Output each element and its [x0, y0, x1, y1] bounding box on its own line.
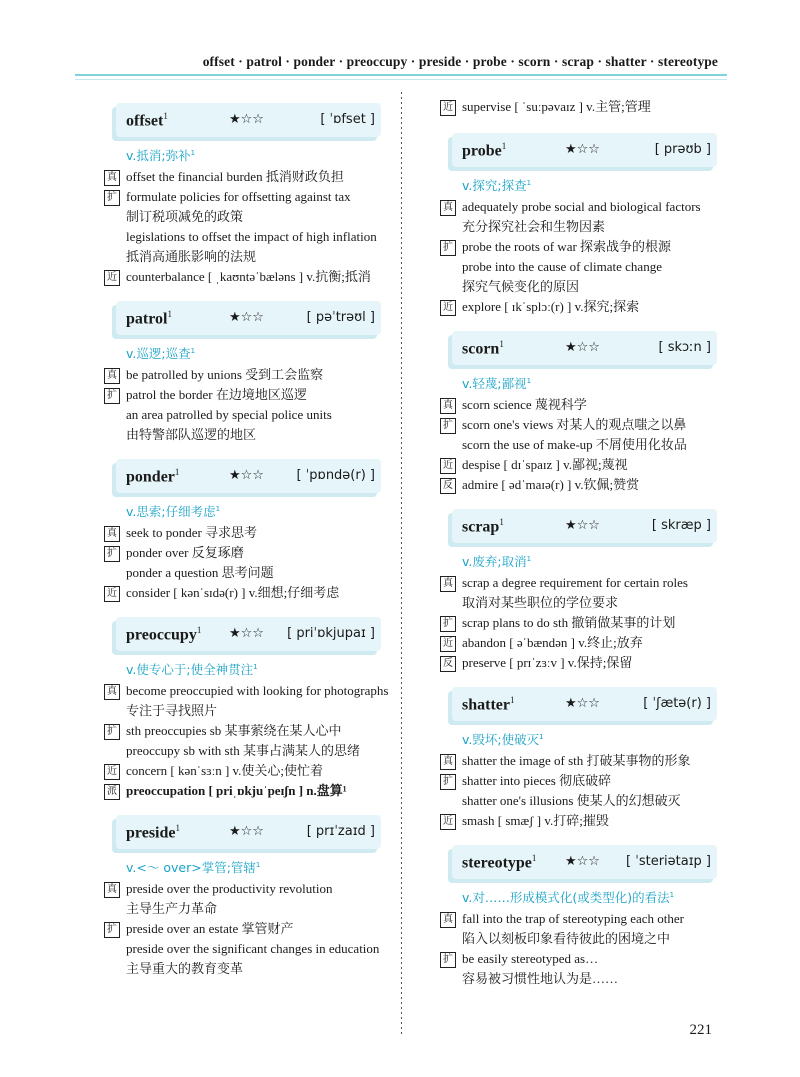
- row-text: supervise [ ˈsuːpəvaɪz ] v.主管;管理: [462, 99, 651, 114]
- pos-sup: 1: [539, 732, 544, 741]
- headword-text: probe: [462, 142, 502, 160]
- row-text: 充分探究社会和生物因素: [462, 219, 606, 234]
- row-text: preside over the significant changes in education: [126, 941, 380, 956]
- phonetic: [ ˈsteriətaɪp ]: [626, 854, 711, 869]
- headword-sup: 1: [499, 339, 504, 349]
- tag-badge: 扩: [104, 724, 120, 740]
- entry-scorn: [440, 331, 725, 495]
- part-of-speech: [462, 176, 725, 194]
- row-text: despise [ dɪˈspaɪz ] v.鄙视;蔑视: [462, 457, 628, 472]
- pos-sup: 1: [526, 554, 532, 563]
- entry-ponder: [104, 459, 389, 603]
- headword-text: scorn: [462, 340, 500, 358]
- entry-row: [440, 791, 725, 811]
- entry-row: [440, 257, 725, 277]
- row-text: sth preoccupies sb 某事萦绕在某人心中: [126, 723, 342, 738]
- tag-badge: 真: [440, 754, 456, 770]
- entry-row: [440, 751, 725, 771]
- row-text: fall into the trap of stereotyping each other: [462, 911, 685, 926]
- entry-row: [440, 217, 725, 237]
- entry-patrol: [104, 301, 389, 445]
- entry-row: [104, 365, 389, 385]
- pos-sup: 1: [669, 890, 675, 899]
- headword-sup: 1: [499, 517, 504, 527]
- phonetic: [ priˈɒkjupaɪ ]: [287, 626, 375, 641]
- tag-badge: 近: [440, 458, 456, 474]
- entry-row: [440, 415, 725, 435]
- row-text: preserve [ prɪˈzɜːv ] v.保持;保留: [462, 655, 633, 670]
- tag-badge: 真: [104, 170, 120, 186]
- row-text: preoccupation [ priˌɒkjuˈpeɪʃn ] n.盘算¹: [126, 783, 347, 798]
- header-rule: [75, 74, 727, 76]
- entry-offset: [104, 103, 389, 287]
- row-text: seek to ponder 寻求思考: [126, 525, 258, 540]
- tag-badge: 反: [440, 478, 456, 494]
- headword-sup: 1: [163, 111, 168, 121]
- phonetic: [ pəˈtrəʊl ]: [306, 310, 375, 325]
- entry-row: [104, 167, 389, 187]
- tag-badge: 近: [440, 814, 456, 830]
- row-text: 容易被习惯性地认为是……: [462, 971, 619, 986]
- entry-row: [440, 435, 725, 455]
- phonetic: [ prəʊb ]: [654, 142, 711, 157]
- pos-text: v.对……形成模式化(或类型化)的看法: [462, 890, 670, 905]
- headword-box: [452, 509, 717, 543]
- entry-row: [104, 187, 389, 207]
- headword-text: scrap: [462, 518, 500, 536]
- entry-row: [440, 969, 725, 989]
- entry-row: [104, 385, 389, 405]
- entry-row: [104, 899, 389, 919]
- tag-badge: 真: [440, 398, 456, 414]
- row-text: probe the roots of war 探索战争的根源: [462, 239, 672, 254]
- entry-row: [104, 583, 389, 603]
- entry-row: [104, 781, 389, 801]
- headword-box: [452, 133, 717, 167]
- entry-row: [440, 613, 725, 633]
- row-text: admire [ ədˈmaɪə(r) ] v.钦佩;赞赏: [462, 477, 640, 492]
- page-number: 221: [689, 1022, 712, 1038]
- headword-box: [116, 617, 381, 651]
- row-text: smash [ smæʃ ] v.打碎;摧毁: [462, 813, 609, 828]
- row-text: 制订税项减免的政策: [126, 209, 244, 224]
- entry-row: [440, 573, 725, 593]
- headword: [462, 853, 536, 872]
- rating-stars: ★☆☆: [565, 854, 600, 869]
- entry-row: [440, 653, 725, 673]
- row-text: shatter the image of sth 打破某事物的形象: [462, 753, 691, 768]
- row-text: 陷入以刻板印象看待彼此的困境之中: [462, 931, 671, 946]
- tag-badge: 真: [440, 912, 456, 928]
- row-text: 主导生产力革命: [126, 901, 218, 916]
- entry-row: [440, 771, 725, 791]
- row-text: concern [ kənˈsɜːn ] v.使关心;使忙着: [126, 763, 324, 778]
- entry-row: [440, 237, 725, 257]
- headword-text: stereotype: [462, 854, 532, 872]
- entry-row: [104, 721, 389, 741]
- row-text: offset the financial burden 抵消财政负担: [126, 169, 344, 184]
- headword: [126, 467, 179, 486]
- pos-text: v.巡逻;巡查: [126, 346, 191, 361]
- headword-text: offset: [126, 112, 164, 130]
- row-text: be patrolled by unions 受到工会监察: [126, 367, 324, 382]
- headword-text: patrol: [126, 310, 168, 328]
- row-text: 探究气候变化的原因: [462, 279, 580, 294]
- phonetic: [ skɔːn ]: [658, 340, 711, 355]
- phonetic: [ ˈɒfset ]: [320, 112, 375, 127]
- headword-sup: 1: [174, 467, 180, 477]
- row-text: 由特警部队巡逻的地区: [126, 427, 257, 442]
- headword-text: preoccupy: [126, 626, 197, 644]
- headword-sup: 1: [531, 853, 537, 863]
- pos-text: v.废弃;取消: [462, 554, 527, 569]
- row-text: consider [ kənˈsɪdə(r) ] v.细想;仔细考虑: [126, 585, 340, 600]
- row-text: scrap plans to do sth 撤销做某事的计划: [462, 615, 676, 630]
- row-text: scorn science 蔑视科学: [462, 397, 587, 412]
- entry-row: [440, 97, 725, 117]
- pos-text: v.<～ over>掌管;管辖: [126, 860, 256, 875]
- pos-text: v.探究;探查: [462, 178, 527, 193]
- phonetic: [ skræp ]: [651, 518, 711, 533]
- entry-row: [104, 207, 389, 227]
- pos-sup: 1: [255, 860, 261, 869]
- headword-box: [452, 845, 717, 879]
- header-rule-thin: [75, 79, 727, 80]
- headword-box: [116, 301, 381, 335]
- entry-row: [104, 405, 389, 425]
- tag-badge: 近: [440, 100, 456, 116]
- entry-row: [104, 701, 389, 721]
- row-text: 主导重大的教育变革: [126, 961, 244, 976]
- entry-row: [104, 959, 389, 979]
- entry-row: [104, 681, 389, 701]
- tag-badge: 扩: [440, 240, 456, 256]
- tag-badge: 扩: [104, 388, 120, 404]
- row-text: ponder over 反复琢磨: [126, 545, 244, 560]
- row-text: patrol the border 在边境地区巡逻: [126, 387, 307, 402]
- headword-sup: 1: [175, 823, 180, 833]
- headword: [462, 695, 514, 714]
- row-text: preoccupy sb with sth 某事占满某人的思绪: [126, 743, 360, 758]
- headword-box: [452, 687, 717, 721]
- headword-box: [116, 459, 381, 493]
- entry-row: [104, 761, 389, 781]
- entry-row: [440, 909, 725, 929]
- column-divider: [401, 92, 402, 1036]
- tag-badge: 近: [440, 636, 456, 652]
- rating-stars: ★☆☆: [565, 142, 600, 157]
- pos-sup: 1: [526, 376, 532, 385]
- entry-row: [440, 395, 725, 415]
- left-column: [104, 103, 389, 993]
- row-text: shatter into pieces 彻底破碎: [462, 773, 612, 788]
- entry-row: [440, 929, 725, 949]
- entry-row: [104, 543, 389, 563]
- tag-badge: 真: [440, 576, 456, 592]
- row-text: 取消对某些职位的学位要求: [462, 595, 619, 610]
- pos-sup: 1: [253, 662, 258, 671]
- entry-probe: [440, 133, 725, 317]
- phonetic: [ ˈʃætə(r) ]: [643, 696, 711, 711]
- row-text: 专注于寻找照片: [126, 703, 218, 718]
- entry-row: [440, 455, 725, 475]
- pos-text: v.抵消;弥补: [126, 148, 191, 163]
- tag-badge: 扩: [440, 952, 456, 968]
- headword: [126, 823, 180, 842]
- entry-row: [440, 277, 725, 297]
- entry-preoccupy: [104, 617, 389, 801]
- right-column: [440, 97, 725, 1003]
- tag-badge: 真: [440, 200, 456, 216]
- phonetic: [ prɪˈzaɪd ]: [306, 824, 375, 839]
- entry-stereotype: [440, 845, 725, 989]
- row-text: preside over an estate 掌管财产: [126, 921, 294, 936]
- tag-badge: 近: [104, 586, 120, 602]
- entry-row: [104, 919, 389, 939]
- entry-scrap: [440, 509, 725, 673]
- rating-stars: ★☆☆: [229, 468, 264, 483]
- headword-sup: 1: [501, 141, 507, 151]
- pos-text: v.使专心于;使全神贯注: [126, 662, 254, 677]
- pos-text: v.轻蔑;鄙视: [462, 376, 527, 391]
- headword: [126, 625, 201, 644]
- row-text: preside over the productivity revolution: [126, 881, 333, 896]
- part-of-speech: [126, 344, 389, 362]
- part-of-speech: [126, 502, 389, 520]
- part-of-speech: [126, 146, 389, 164]
- headword-text: ponder: [126, 468, 175, 486]
- entry-row: [440, 949, 725, 969]
- entry-row: [440, 197, 725, 217]
- rating-stars: ★☆☆: [565, 518, 600, 533]
- row-text: formulate policies for offsetting against tax: [126, 189, 351, 204]
- pos-text: v.思索;仔细考虑: [126, 504, 216, 519]
- row-text: 抵消高通胀影响的法规: [126, 249, 257, 264]
- entry-preside: [104, 815, 389, 979]
- tag-badge: 近: [104, 270, 120, 286]
- pos-sup: 1: [190, 346, 196, 355]
- headword: [462, 339, 504, 358]
- headword-box: [116, 815, 381, 849]
- headword-text: preside: [126, 824, 176, 842]
- entry-row: [104, 523, 389, 543]
- tag-badge: 扩: [104, 190, 120, 206]
- row-text: an area patrolled by special police units: [126, 407, 332, 422]
- rating-stars: ★☆☆: [229, 626, 264, 641]
- part-of-speech: [126, 660, 389, 678]
- rating-stars: ★☆☆: [229, 112, 264, 127]
- row-text: be easily stereotyped as…: [462, 951, 599, 966]
- entry-row: [440, 475, 725, 495]
- row-text: scorn the use of make-up 不屑使用化妆品: [462, 437, 687, 452]
- tag-badge: 近: [104, 764, 120, 780]
- entry-row: [104, 879, 389, 899]
- row-text: probe into the cause of climate change: [462, 259, 662, 274]
- tag-badge: 近: [440, 300, 456, 316]
- headword-sup: 1: [509, 695, 515, 705]
- part-of-speech: [462, 374, 725, 392]
- row-text: counterbalance [ ˌkaʊntəˈbæləns ] v.抗衡;抵消: [126, 269, 371, 284]
- rating-stars: ★☆☆: [565, 340, 600, 355]
- part-of-speech: [126, 858, 389, 876]
- headword-sup: 1: [167, 309, 172, 319]
- row-text: adequately probe social and biological factors: [462, 199, 701, 214]
- entry-row: [440, 633, 725, 653]
- part-of-speech: [462, 888, 725, 906]
- tag-badge: 反: [440, 656, 456, 672]
- headword: [462, 517, 504, 536]
- headword-box: [452, 331, 717, 365]
- headword: [462, 141, 506, 160]
- entry-row: [104, 741, 389, 761]
- entry-row: [104, 563, 389, 583]
- tag-badge: 派: [104, 784, 120, 800]
- entry-row: [104, 267, 389, 287]
- headword: [126, 111, 168, 130]
- row-text: shatter one's illusions 使某人的幻想破灭: [462, 793, 681, 808]
- tag-badge: 扩: [440, 774, 456, 790]
- row-text: become preoccupied with looking for photographs: [126, 683, 389, 698]
- pos-sup: 1: [190, 148, 196, 157]
- entry-row: [104, 939, 389, 959]
- entry-row: [104, 227, 389, 247]
- tag-badge: 扩: [440, 418, 456, 434]
- rating-stars: ★☆☆: [565, 696, 600, 711]
- pos-sup: 1: [215, 504, 221, 513]
- pos-text: v.毁坏;使破灭: [462, 732, 540, 747]
- tag-badge: 真: [104, 526, 120, 542]
- page-header: offset · patrol · ponder · preoccupy · preside · probe · scorn · scrap · shatter · stereotype: [202, 54, 718, 69]
- entry-row: [440, 811, 725, 831]
- entry-row: [440, 297, 725, 317]
- headword-sup: 1: [196, 625, 202, 635]
- headword-box: [116, 103, 381, 137]
- entry-row: [440, 593, 725, 613]
- row-text: explore [ ɪkˈsplɔː(r) ] v.探究;探索: [462, 299, 640, 314]
- headword-text: shatter: [462, 696, 510, 714]
- tag-badge: 扩: [440, 616, 456, 632]
- tag-badge: 扩: [104, 546, 120, 562]
- rating-stars: ★☆☆: [229, 824, 264, 839]
- entry-row: [104, 247, 389, 267]
- part-of-speech: [462, 552, 725, 570]
- entry-row: [104, 425, 389, 445]
- row-text: scorn one's views 对某人的观点嗤之以鼻: [462, 417, 687, 432]
- phonetic: [ ˈpɒndə(r) ]: [296, 468, 375, 483]
- tag-badge: 真: [104, 368, 120, 384]
- row-text: legislations to offset the impact of high inflation: [126, 229, 377, 244]
- tag-badge: 真: [104, 684, 120, 700]
- tag-badge: 扩: [104, 922, 120, 938]
- part-of-speech: [462, 730, 725, 748]
- rating-stars: ★☆☆: [229, 310, 264, 325]
- row-text: scrap a degree requirement for certain roles: [462, 575, 688, 590]
- headword: [126, 309, 172, 328]
- row-text: ponder a question 思考问题: [126, 565, 274, 580]
- tag-badge: 真: [104, 882, 120, 898]
- entry-shatter: [440, 687, 725, 831]
- row-text: abandon [ əˈbændən ] v.终止;放弃: [462, 635, 643, 650]
- pos-sup: 1: [526, 178, 532, 187]
